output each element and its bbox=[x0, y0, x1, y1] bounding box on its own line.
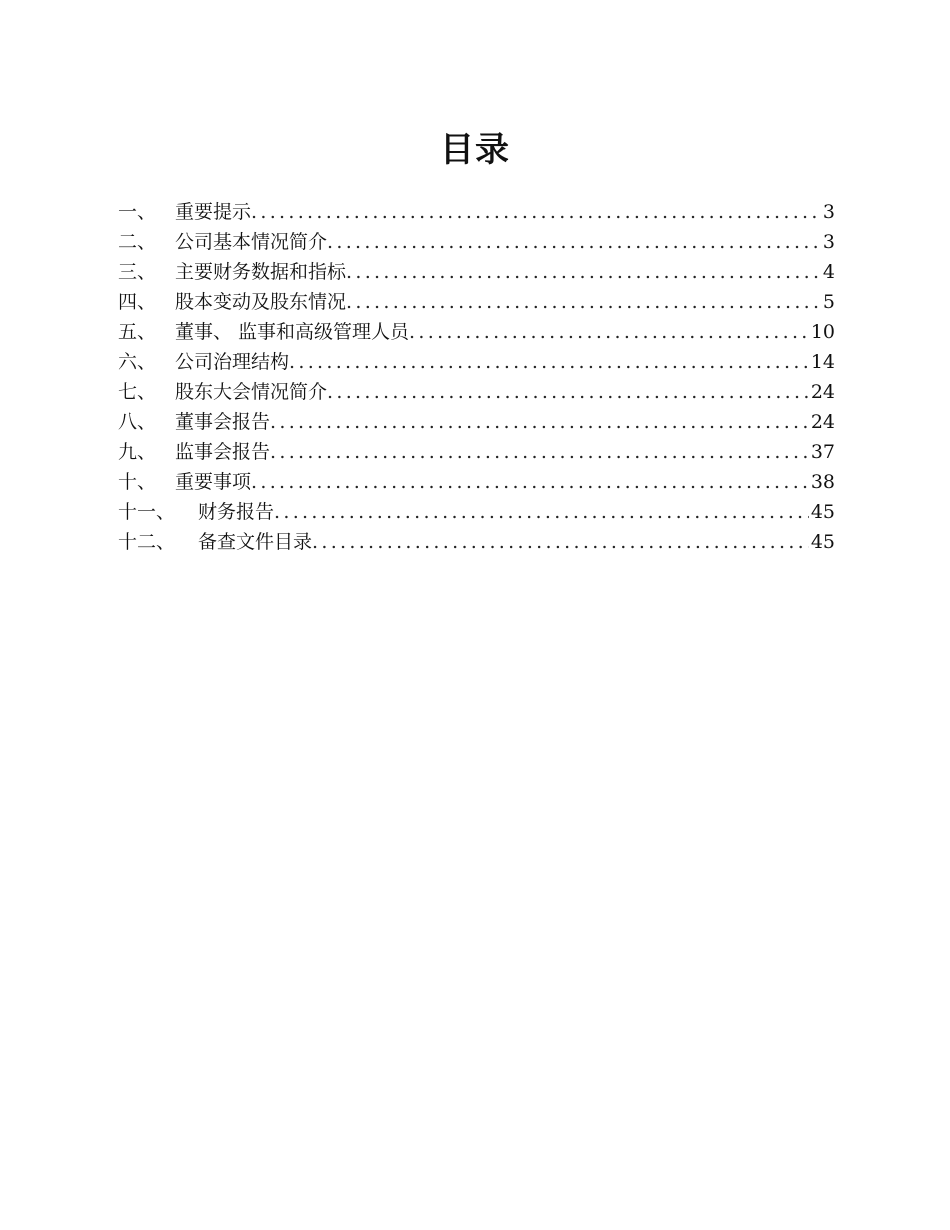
toc-entry-page: 10 bbox=[810, 321, 835, 343]
page-title: 目录 bbox=[440, 130, 510, 170]
toc-entry-number: 四、 bbox=[118, 291, 157, 313]
toc-entry-number: 一、 bbox=[118, 201, 157, 223]
toc-entry-6[interactable] bbox=[118, 347, 835, 377]
toc-entry-3[interactable] bbox=[118, 257, 835, 287]
toc-entry-label: 股东大会情况简介 bbox=[175, 381, 328, 403]
toc-entry-label: 董事、 监事和高级管理人员 bbox=[175, 321, 410, 343]
toc-entry-number: 五、 bbox=[118, 321, 157, 343]
toc-entry-label: 董事会报告 bbox=[175, 411, 271, 433]
toc-entry-number: 十、 bbox=[118, 471, 157, 493]
toc-entry-4[interactable] bbox=[118, 287, 835, 317]
dot-leader bbox=[274, 497, 809, 527]
toc-entry-number: 二、 bbox=[118, 231, 157, 253]
toc-entry-number: 十二、 bbox=[118, 531, 176, 553]
toc-entry-page: 3 bbox=[822, 201, 835, 223]
dot-leader bbox=[409, 317, 809, 347]
toc-entry-number: 三、 bbox=[118, 261, 157, 283]
dot-leader bbox=[289, 347, 809, 377]
toc-entry-label: 重要事项 bbox=[175, 471, 252, 493]
dot-leader bbox=[327, 377, 809, 407]
toc-entry-number: 九、 bbox=[118, 441, 157, 463]
toc-entry-5[interactable] bbox=[118, 317, 835, 347]
toc-entry-label: 重要提示 bbox=[175, 201, 252, 223]
dot-leader bbox=[270, 437, 809, 467]
dot-leader bbox=[346, 287, 821, 317]
toc-entry-11[interactable] bbox=[118, 497, 835, 527]
dot-leader bbox=[312, 527, 809, 557]
toc-entry-page: 24 bbox=[810, 411, 835, 433]
table-of-contents bbox=[118, 197, 835, 557]
toc-entry-2[interactable] bbox=[118, 227, 835, 257]
toc-entry-page: 38 bbox=[810, 471, 835, 493]
toc-entry-page: 3 bbox=[822, 231, 835, 253]
toc-entry-page: 37 bbox=[810, 441, 835, 463]
toc-entry-number: 七、 bbox=[118, 381, 157, 403]
toc-entry-label: 主要财务数据和指标 bbox=[175, 261, 347, 283]
toc-entry-page: 4 bbox=[822, 261, 835, 283]
dot-leader bbox=[270, 407, 809, 437]
dot-leader bbox=[346, 257, 821, 287]
toc-entry-9[interactable] bbox=[118, 437, 835, 467]
toc-entry-page: 24 bbox=[810, 381, 835, 403]
dot-leader bbox=[327, 227, 821, 257]
toc-entry-page: 45 bbox=[810, 501, 835, 523]
toc-entry-label: 股本变动及股东情况 bbox=[175, 291, 347, 313]
toc-entry-page: 45 bbox=[810, 531, 835, 553]
toc-entry-7[interactable] bbox=[118, 377, 835, 407]
toc-entry-label: 公司治理结构 bbox=[175, 351, 290, 373]
dot-leader bbox=[251, 197, 821, 227]
toc-entry-label: 备查文件目录 bbox=[198, 531, 313, 553]
toc-entry-1[interactable] bbox=[118, 197, 835, 227]
toc-entry-number: 八、 bbox=[118, 411, 157, 433]
toc-entry-label: 财务报告 bbox=[198, 501, 275, 523]
toc-entry-12[interactable] bbox=[118, 527, 835, 557]
toc-entry-page: 14 bbox=[810, 351, 835, 373]
toc-entry-8[interactable] bbox=[118, 407, 835, 437]
toc-entry-page: 5 bbox=[822, 291, 835, 313]
toc-entry-label: 公司基本情况简介 bbox=[175, 231, 328, 253]
toc-entry-10[interactable] bbox=[118, 467, 835, 497]
toc-entry-number: 六、 bbox=[118, 351, 157, 373]
toc-entry-label: 监事会报告 bbox=[175, 441, 271, 463]
toc-entry-number: 十一、 bbox=[118, 501, 176, 523]
dot-leader bbox=[251, 467, 809, 497]
